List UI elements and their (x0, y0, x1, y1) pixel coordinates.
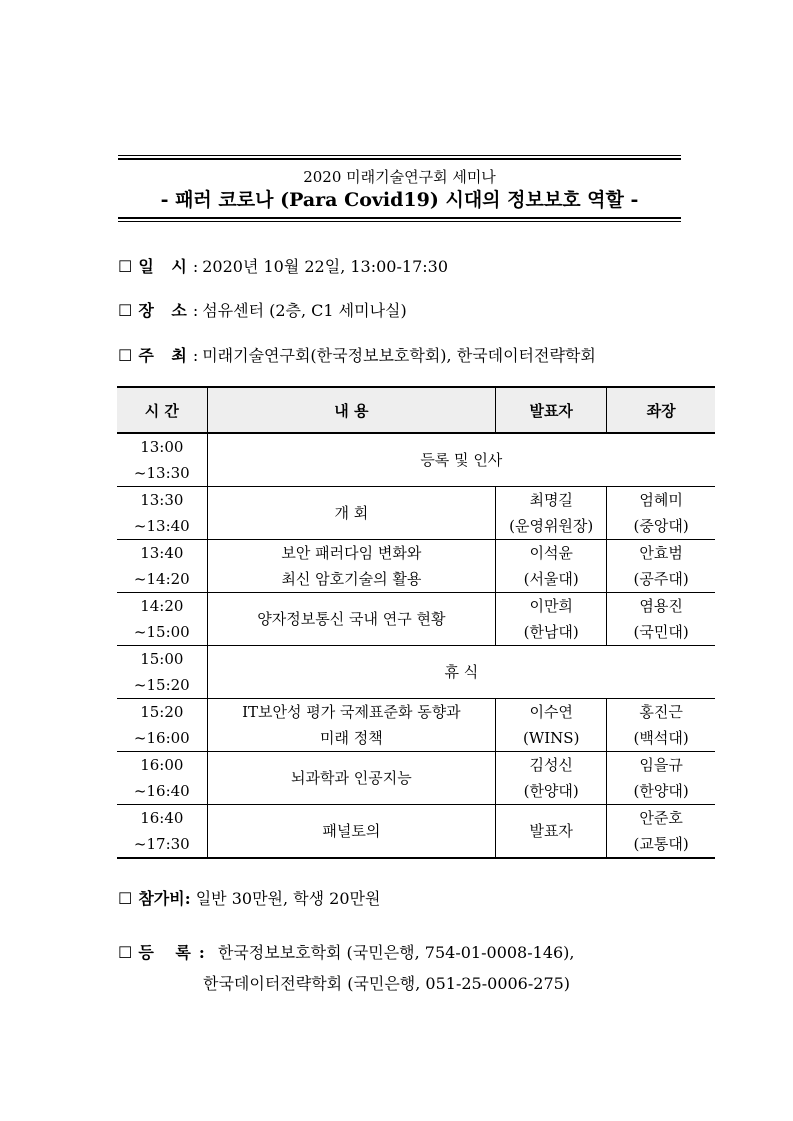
time-cell (117, 646, 207, 699)
registration-line2: 한국데이터전략학회 (국민은행, 051-25-0006-275) (203, 974, 571, 993)
chair-affiliation: (국민대) (633, 623, 689, 641)
presenter-name: 이석윤 (529, 544, 573, 562)
presenter-affiliation: (한남대) (523, 623, 579, 641)
datetime-line (118, 256, 448, 278)
venue-label: 장 소 (138, 301, 193, 320)
colon: : (192, 346, 199, 365)
start-time: 15:00 (140, 650, 184, 668)
table-row (117, 540, 715, 593)
header-time: 시 간 (117, 387, 207, 433)
checkbox-icon: ☐ (118, 943, 133, 962)
datetime-label: 일 시 (138, 257, 193, 276)
start-time: 14:20 (140, 597, 184, 615)
content-text: 휴 식 (444, 663, 479, 681)
chair-affiliation: (한양대) (633, 782, 689, 800)
content-text: 개 회 (334, 504, 369, 522)
header-presenter: 발표자 (496, 387, 607, 433)
start-time: 16:40 (140, 809, 184, 827)
table-row (117, 805, 715, 859)
header-chair: 좌장 (607, 387, 715, 433)
end-time: ~17:30 (133, 835, 190, 853)
chair-name: 엄혜미 (639, 491, 683, 509)
time-cell (117, 433, 207, 487)
content-cell (207, 487, 495, 540)
chair-cell (607, 593, 715, 646)
venue-value: 섬유센터 (2층, C1 세미나실) (202, 301, 407, 320)
end-time: ~15:00 (133, 623, 190, 641)
start-time: 13:00 (140, 438, 184, 456)
content-cell (207, 646, 715, 699)
seminar-title-box (118, 155, 681, 225)
seminar-title: 2020 미래기술연구회 세미나 (303, 168, 496, 186)
chair-name: 홍진근 (639, 703, 683, 721)
chair-cell (607, 699, 715, 752)
content-text: IT보안성 평가 국제표준화 동향과 (242, 703, 461, 721)
end-time: ~14:20 (133, 570, 190, 588)
end-time: ~13:40 (133, 517, 190, 535)
seminar-subtitle: - 패러 코로나 (Para Covid19) 시대의 정보보호 역할 - (160, 189, 639, 211)
presenter-cell (496, 540, 607, 593)
chair-name: 안준호 (639, 809, 683, 827)
time-cell (117, 593, 207, 646)
time-cell (117, 805, 207, 859)
start-time: 13:30 (140, 491, 184, 509)
content-cell (207, 805, 495, 859)
presenter-cell (496, 487, 607, 540)
content-cell (207, 593, 495, 646)
colon: : (192, 257, 199, 276)
content-text: 등록 및 인사 (420, 451, 503, 469)
checkbox-icon: ☐ (118, 301, 133, 320)
registration-label: 등 록: (138, 943, 213, 962)
content-cell (207, 540, 495, 593)
chair-cell (607, 752, 715, 805)
presenter-affiliation: (서울대) (523, 570, 579, 588)
schedule-header-row (117, 387, 715, 433)
content-cell (207, 752, 495, 805)
chair-name: 염용진 (639, 597, 683, 615)
presenter-name: 이만희 (529, 597, 573, 615)
presenter-cell (496, 805, 607, 859)
start-time: 15:20 (140, 703, 184, 721)
registration-line1: 한국정보보호학회 (국민은행, 754-01-0008-146), (217, 943, 575, 962)
content-cell (207, 699, 495, 752)
presenter-cell (496, 699, 607, 752)
schedule-table (117, 386, 715, 859)
content-text: 미래 정책 (320, 729, 383, 747)
end-time: ~13:30 (133, 464, 190, 482)
chair-cell (607, 540, 715, 593)
checkbox-icon: ☐ (118, 889, 133, 908)
content-text: 뇌과학과 인공지능 (291, 769, 412, 787)
content-text: 최신 암호기술의 활용 (281, 570, 422, 588)
chair-affiliation: (교통대) (633, 835, 689, 853)
end-time: ~16:00 (133, 729, 190, 747)
venue-line (118, 300, 407, 322)
content-text: 패널토의 (322, 822, 381, 840)
checkbox-icon: ☐ (118, 257, 133, 276)
table-row (117, 699, 715, 752)
host-label: 주 최 (138, 346, 193, 365)
content-text: 양자정보통신 국내 연구 현황 (257, 610, 446, 628)
content-cell (207, 433, 715, 487)
chair-name: 임을규 (639, 756, 683, 774)
start-time: 13:40 (140, 544, 184, 562)
end-time: ~16:40 (133, 782, 190, 800)
presenter-affiliation: (운영위원장) (509, 517, 594, 535)
presenter-name: 김성신 (529, 756, 573, 774)
header-content: 내 용 (207, 387, 495, 433)
time-cell (117, 487, 207, 540)
presenter-affiliation: (한양대) (523, 782, 579, 800)
chair-cell (607, 487, 715, 540)
host-value: 미래기술연구회(한국정보보호학회), 한국데이터전략학회 (202, 346, 596, 365)
presenter-name: 이수연 (529, 703, 573, 721)
chair-affiliation: (백석대) (633, 729, 689, 747)
registration-line-2 (203, 973, 570, 995)
table-row (117, 593, 715, 646)
title-top-rule (118, 155, 681, 163)
start-time: 16:00 (140, 756, 184, 774)
time-cell (117, 752, 207, 805)
presenter-affiliation: (WINS) (522, 729, 580, 747)
table-row (117, 433, 715, 487)
table-row (117, 752, 715, 805)
checkbox-icon: ☐ (118, 346, 133, 365)
colon: : (192, 301, 199, 320)
fees-line (118, 888, 380, 910)
datetime-value: 2020년 10월 22일, 13:00-17:30 (202, 257, 448, 276)
presenter-name: 최명길 (529, 491, 573, 509)
presenter-cell (496, 752, 607, 805)
fees-value: 일반 30만원, 학생 20만원 (195, 889, 381, 908)
host-line (118, 345, 596, 367)
chair-name: 안효범 (639, 544, 683, 562)
chair-affiliation: (중앙대) (633, 517, 689, 535)
registration-line (118, 942, 575, 964)
end-time: ~15:20 (133, 676, 190, 694)
title-bottom-rule (118, 217, 681, 225)
content-text: 보안 패러다임 변화와 (281, 544, 422, 562)
presenter-cell (496, 593, 607, 646)
table-row (117, 487, 715, 540)
time-cell (117, 699, 207, 752)
presenter-name: 발표자 (529, 822, 573, 840)
fees-label: 참가비: (138, 889, 191, 908)
chair-affiliation: (공주대) (633, 570, 689, 588)
time-cell (117, 540, 207, 593)
table-row (117, 646, 715, 699)
chair-cell (607, 805, 715, 859)
